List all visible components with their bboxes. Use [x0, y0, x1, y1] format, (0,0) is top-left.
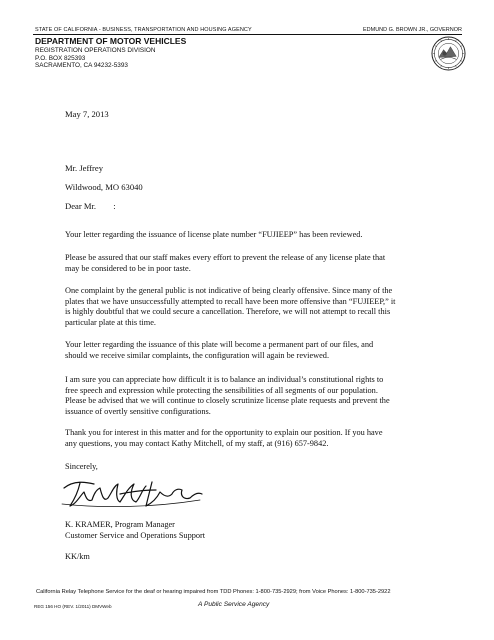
- public-service-tagline: A Public Service Agency: [198, 601, 270, 608]
- paragraph-assurance: [65, 253, 455, 274]
- paragraph-line: may be considered to be in poor taste.: [65, 263, 191, 273]
- paragraph-line: Your letter regarding the issuance of this plate will become a permanent part of our files, and: [65, 340, 374, 349]
- sender-unit: Customer Service and Operations Support: [65, 530, 206, 540]
- paragraph-line: I am sure you can appreciate how difficult it is to balance an individual’s constitutional rights to: [65, 375, 384, 384]
- paragraph-review: [65, 230, 455, 241]
- governor-line: EDMUND G. BROWN JR., GOVERNOR: [362, 27, 462, 33]
- paragraph-rights: [65, 375, 455, 417]
- paragraph-line: plates that we have unsuccessfully attempted to recall have been more offensive than “FUJIEEP,” it: [65, 296, 396, 306]
- paragraph-line: One complaint by the general public is not indicative of being clearly offensive. Since many of the: [65, 286, 393, 295]
- recipient-name: Mr. Jeffrey: [65, 163, 104, 173]
- address-line: P.O. BOX 825393: [35, 54, 86, 62]
- salutation: Dear Mr. :: [65, 201, 116, 211]
- form-id: REG 156 HO (REV. 1/2011) DMVWeb: [34, 604, 112, 609]
- address-line: SACRAMENTO, CA 94232-5393: [35, 62, 128, 70]
- typist-initials: KK/km: [65, 552, 90, 561]
- department-name: DEPARTMENT OF MOTOR VEHICLES: [35, 36, 187, 46]
- paragraph-line: any questions, you may contact Kathy Mitchell, of my staff, at (916) 657-9842.: [65, 438, 329, 448]
- agency-line: STATE OF CALIFORNIA - BUSINESS, TRANSPORTATION AND HOUSING AGENCY: [35, 27, 252, 33]
- sender-block: [65, 520, 205, 541]
- recipient-block: [65, 159, 143, 216]
- paragraph-line: issuance of overtly sensitive configurations.: [65, 406, 211, 416]
- header-rule: [33, 34, 462, 35]
- paragraph-line: Please be assured that our staff makes every effort to prevent the release of any license plate that: [65, 253, 386, 262]
- paragraph-line: should we receive similar complaints, the configuration will again be reviewed.: [65, 350, 330, 360]
- paragraph-line: is highly doubtful that we could secure a cancellation. Therefore, we will not attempt to recall this: [65, 307, 391, 316]
- sender-name: K. KRAMER, Program Manager: [65, 520, 175, 529]
- letter-date: May 7, 2013: [65, 109, 109, 119]
- paragraph-line: free speech and expression while protecting the sensibilities of all segments of our population.: [65, 385, 378, 395]
- paragraph-complaint: [65, 286, 455, 328]
- department-address: [35, 47, 156, 70]
- closing: Sincerely,: [65, 462, 98, 471]
- relay-service-line: California Relay Telephone Service for the deaf or hearing impaired from TDD Phones: 1-800-735-2929; from Voice Phones: 1-800-735-2922: [36, 589, 391, 595]
- recipient-city: Wildwood, MO 63040: [65, 182, 143, 192]
- paragraph-thanks: [65, 428, 455, 449]
- paragraph-line: particular plate at this time.: [65, 317, 157, 327]
- paragraph-line: Thank you for interest in this matter and for the opportunity to explain our position. If you have: [65, 428, 383, 437]
- state-seal-icon: [431, 36, 466, 71]
- signature-icon: [60, 474, 210, 512]
- paragraph-line: Please be advised that we will continue to closely scrutinize license plate requests and prevent the: [65, 396, 390, 405]
- address-line: REGISTRATION OPERATIONS DIVISION: [35, 47, 156, 54]
- paragraph-line: Your letter regarding the issuance of license plate number “FUJIEEP” has been reviewed.: [65, 230, 363, 239]
- paragraph-files: [65, 340, 455, 361]
